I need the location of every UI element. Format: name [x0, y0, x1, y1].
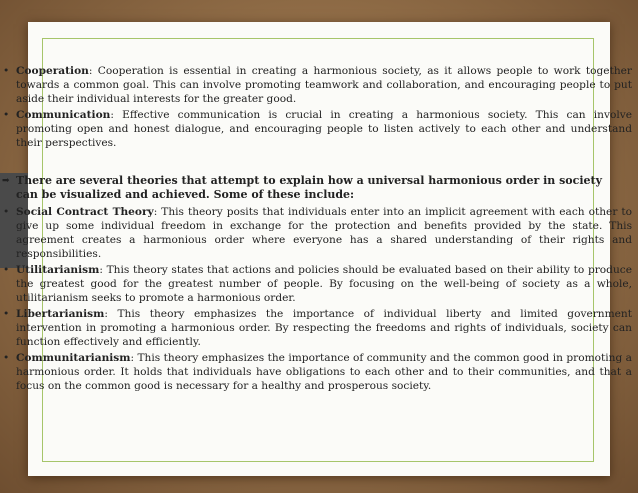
- bullet-dot-icon: •: [3, 352, 10, 364]
- bullet-cooperation: [0, 64, 638, 106]
- term-communitarianism: Communitarianism: [16, 352, 131, 364]
- term-utilitarianism: Utilitarianism: [16, 264, 100, 276]
- desc-libertarianism: : This theory emphasizes the importance of individual liberty and limited government intervention in promoting a harmonious order. By respecting the freedoms and rights of individuals, society can function effectively and efficiently.: [16, 308, 632, 348]
- desc-cooperation: : Cooperation is essential in creating a harmonious society, as it allows people to work together towards a common goal. This can involve promoting teamwork and collaboration, and encouraging people to put aside their individual interests for the greater good.: [16, 65, 632, 105]
- desc-communication: : Effective communication is crucial in creating a harmonious society. This can involve promoting open and honest dialogue, and encouraging people to listen actively to each other and understand their perspectives.: [16, 109, 632, 149]
- arrow-bullet-icon: ➡: [2, 176, 10, 186]
- term-libertarianism: Libertarianism: [16, 308, 105, 320]
- bullet-utilitarianism: [0, 263, 638, 305]
- desc-social-contract: : This theory posits that individuals enter into an implicit agreement with each other to give up some individual freedom in exchange for the protection and benefits provided by the state. This agreement creates a harmonious order where everyone has a shared understanding of their rights and responsibilities.: [16, 206, 632, 260]
- bullet-communication: [0, 108, 638, 150]
- intro-text: There are several theories that attempt to explain how a universal harmonious order in society can be visualized and achieved. Some of these include:: [16, 174, 602, 201]
- desc-utilitarianism: : This theory states that actions and policies should be evaluated based on their ability to produce the greatest good for the greatest number of people. By focusing on the well-being of society as a whole, utilitarianism seeks to promote a harmonious order.: [16, 264, 632, 304]
- bullet-dot-icon: •: [3, 308, 10, 320]
- bullet-dot-icon: •: [3, 206, 10, 218]
- slide-content: [0, 64, 638, 395]
- theories-intro: [0, 174, 638, 202]
- term-social-contract: Social Contract Theory: [16, 206, 154, 218]
- term-cooperation: Cooperation: [16, 65, 89, 77]
- bullet-dot-icon: •: [3, 65, 10, 77]
- term-communication: Communication: [16, 109, 111, 121]
- bullet-dot-icon: •: [3, 109, 10, 121]
- bullet-libertarianism: [0, 307, 638, 349]
- bullet-communitarianism: [0, 351, 638, 393]
- desc-communitarianism: : This theory emphasizes the importance of community and the common good in promoting a harmonious order. It holds that individuals have obligations to each other and to their communities, and that a focus on the common good is necessary for a healthy and prosperous society.: [16, 352, 632, 392]
- bullet-dot-icon: •: [3, 264, 10, 276]
- bullet-social-contract: [0, 205, 638, 261]
